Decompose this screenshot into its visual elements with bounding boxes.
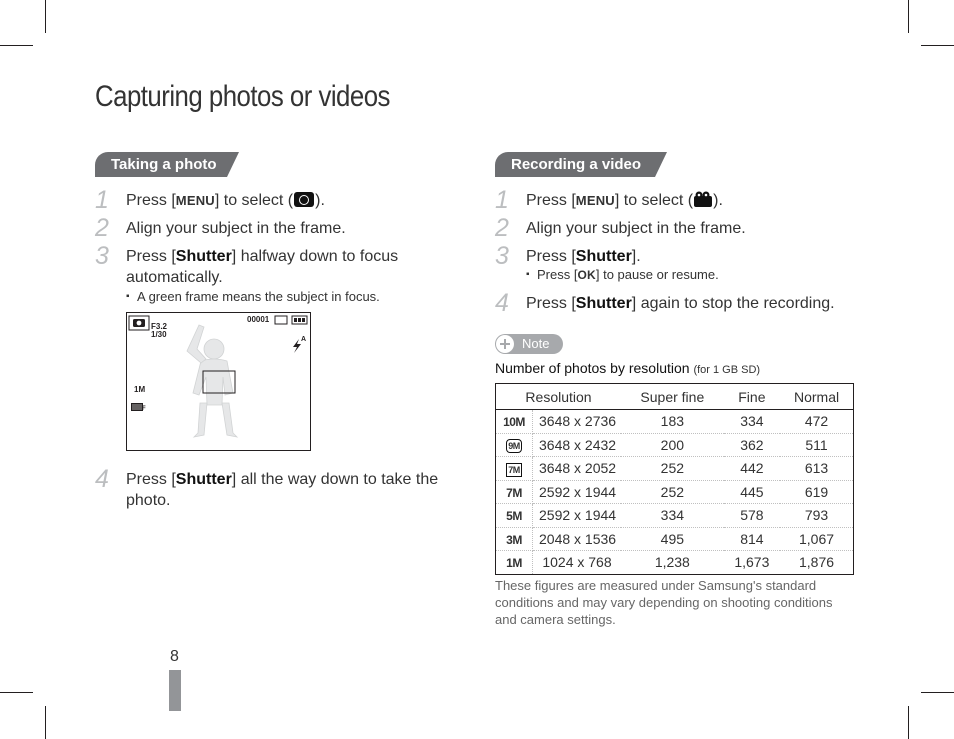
- normal-cell: 613: [780, 457, 853, 481]
- resolution-10m-icon: 10M: [503, 415, 525, 430]
- column-header: Resolution: [496, 384, 622, 410]
- resolution-cell: 2592 x 1944: [533, 504, 622, 528]
- table-row: [496, 504, 854, 528]
- superfine-cell: 183: [621, 410, 724, 434]
- ok-key: OK: [577, 268, 596, 282]
- normal-cell: 793: [780, 504, 853, 528]
- normal-cell: 472: [780, 410, 853, 434]
- note-badge: [495, 334, 563, 354]
- photo-step-3: Press [Shutter] halfway down to focus automatically.: [126, 248, 399, 286]
- shot-counter: 00001: [247, 315, 270, 324]
- table-row: [496, 480, 854, 504]
- photo-focus-bullet: ▪ A green frame means the subject in focus.: [137, 289, 380, 305]
- step-number: 3: [95, 242, 109, 270]
- flash-icon: [293, 339, 301, 353]
- step-number: 2: [95, 214, 109, 242]
- crop-mark: [0, 45, 33, 46]
- video-step-4: Press [Shutter] again to stop the recording.: [526, 295, 835, 312]
- quality-indicator: F: [142, 406, 146, 412]
- table-row: [496, 457, 854, 481]
- crop-mark: [908, 0, 909, 33]
- superfine-cell: 252: [621, 457, 724, 481]
- crop-mark: [908, 706, 909, 739]
- table-row: [496, 410, 854, 434]
- table-row: [496, 527, 854, 551]
- menu-key: MENU: [575, 193, 615, 208]
- step-number: 2: [495, 214, 509, 242]
- fine-cell: 1,673: [734, 554, 770, 571]
- section-header-label: Taking a photo: [111, 156, 217, 173]
- photo-step-1: Press [MENU] to select ( ).: [126, 192, 325, 209]
- resolution-3m-icon: 3M: [506, 532, 522, 547]
- video-camera-icon: [693, 191, 713, 208]
- aperture-readout: F3.2: [151, 322, 168, 331]
- menu-key: MENU: [175, 193, 215, 208]
- resolution-cell: 3648 x 2736: [533, 410, 622, 434]
- resolution-5m-icon: 5M: [506, 509, 522, 524]
- fine-cell: 578: [724, 504, 780, 528]
- page-number: 8: [170, 648, 179, 665]
- video-pause-bullet: ▪ Press [OK] to pause or resume.: [537, 267, 719, 283]
- resolution-table: [495, 383, 854, 575]
- section-header-video: [495, 152, 655, 177]
- fine-cell: 442: [724, 457, 780, 481]
- column-header: Normal: [780, 384, 853, 410]
- page-tab-marker: [169, 670, 181, 711]
- shutter-speed-readout: 1/30: [151, 330, 167, 339]
- crop-mark: [0, 692, 33, 693]
- section-header-label: Recording a video: [511, 156, 642, 173]
- resolution-cell: 2048 x 1536: [533, 527, 622, 551]
- superfine-cell: 334: [621, 504, 724, 528]
- normal-cell: 1,067: [780, 527, 853, 551]
- superfine-cell: 200: [621, 433, 724, 457]
- step-number: 4: [495, 289, 509, 317]
- resolution-cell: 3648 x 2052: [533, 457, 622, 481]
- resolution-7m-icon: 7M: [506, 485, 522, 500]
- table-header-row: [496, 384, 854, 410]
- flash-mode-label: A: [301, 336, 307, 343]
- resolution-cell: 3648 x 2432: [533, 433, 622, 457]
- column-header: Super fine: [621, 384, 724, 410]
- normal-cell: 511: [780, 433, 853, 457]
- resolution-9m-icon: 9M: [508, 441, 520, 452]
- normal-cell: 1,876: [799, 554, 835, 571]
- resolution-1m-icon: 1M: [506, 556, 522, 571]
- camera-icon: [294, 192, 314, 207]
- step-number: 4: [95, 465, 109, 493]
- camera-screen-illustration: [126, 312, 311, 451]
- step-number: 1: [95, 186, 109, 214]
- resolution-cell: 2592 x 1944: [533, 480, 622, 504]
- table-row: [496, 551, 854, 575]
- crop-mark: [921, 45, 954, 46]
- note-heading: Number of photos by resolution (for 1 GB SD): [495, 360, 761, 376]
- resolution-7m-wide-icon: 7M: [508, 464, 520, 475]
- video-step-1: Press [MENU] to select ( ).: [526, 192, 723, 209]
- section-header-photo: [95, 152, 227, 177]
- video-step-3: Press [Shutter].: [526, 248, 641, 265]
- memory-card-icon: [275, 316, 287, 324]
- superfine-cell: 252: [621, 480, 724, 504]
- step-number: 3: [495, 242, 509, 270]
- page-title: Capturing photos or videos: [95, 80, 390, 113]
- superfine-cell: 495: [621, 527, 724, 551]
- plus-icon: [496, 335, 514, 353]
- fine-cell: 814: [724, 527, 780, 551]
- fine-cell: 445: [724, 480, 780, 504]
- note-label: Note: [522, 336, 550, 351]
- fine-cell: 362: [724, 433, 780, 457]
- video-step-2: Align your subject in the frame.: [526, 220, 746, 237]
- photo-step-4: Press [Shutter] all the way down to take the photo.: [126, 471, 439, 509]
- resolution-indicator: 1M: [134, 385, 146, 394]
- step-number: 1: [495, 186, 509, 214]
- crop-mark: [45, 706, 46, 739]
- resolution-cell: 1024 x 768: [542, 554, 612, 571]
- normal-cell: 619: [780, 480, 853, 504]
- person-silhouette-icon: [187, 325, 237, 437]
- table-footnote: These figures are measured under Samsung's standard conditions and may vary depending on shooting conditions and camera settings.: [495, 578, 833, 627]
- photo-step-2: Align your subject in the frame.: [126, 220, 346, 237]
- column-header: Fine: [724, 384, 780, 410]
- crop-mark: [45, 0, 46, 33]
- table-row: [496, 433, 854, 457]
- fine-cell: 334: [724, 410, 780, 434]
- crop-mark: [921, 692, 954, 693]
- superfine-cell: 1,238: [654, 554, 690, 571]
